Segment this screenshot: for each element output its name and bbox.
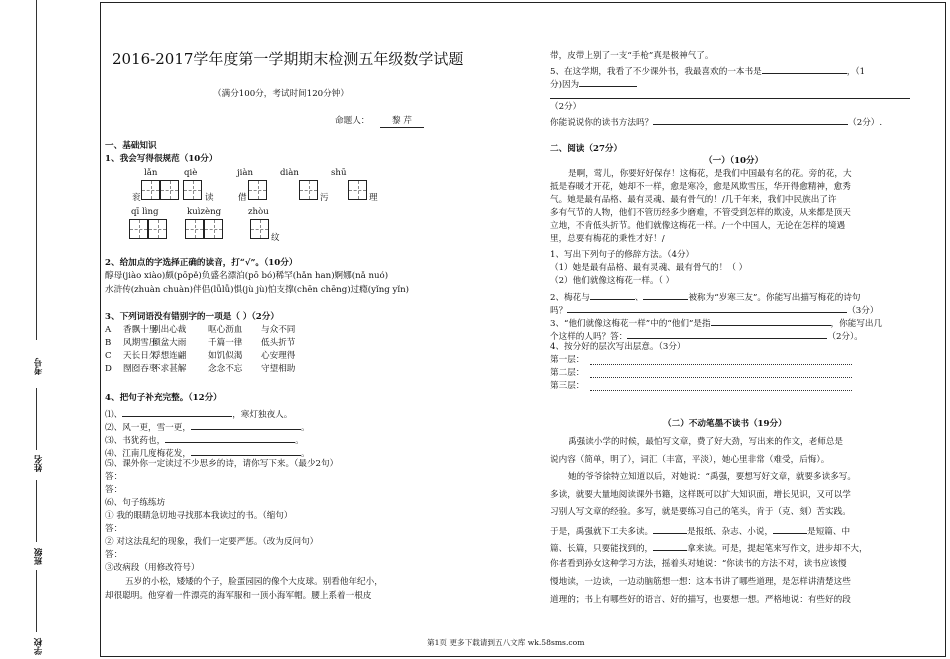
q4-item-1: ⑴、 ，寒灯独夜人。 xyxy=(105,406,292,421)
character: 污 xyxy=(320,193,329,203)
writing-box[interactable] xyxy=(204,219,223,239)
paragraph-line: 道理的；书上有哪些好的语言、好的描写，也要想一想。严格地说：有些好的段 xyxy=(550,595,851,605)
gutter-line xyxy=(36,480,37,542)
r1-q2: 2、梅花与 、 被称为“岁寒三友”。你能写出描写梅花的诗句 xyxy=(550,289,861,304)
option-word: 天长日久 xyxy=(123,351,158,361)
option-word: 囫囵吞枣 xyxy=(123,364,158,374)
character: 读 xyxy=(205,193,214,203)
paragraph-line: 气。她是最有品格、最有灵魂、最有骨气的！/几千年来，我们中民族出了许 xyxy=(550,195,837,205)
character: 理 xyxy=(369,193,378,203)
q4-item-4: ⑷、江南几度梅花发， 。 xyxy=(105,445,310,460)
writing-box[interactable] xyxy=(183,180,202,200)
q4-item-5: ⑸、课外你一定读过不少思乡的诗，请你写下来。（最少2句） xyxy=(105,459,339,469)
option-letter: C xyxy=(105,351,112,361)
writing-box[interactable] xyxy=(129,219,148,239)
paragraph-line: 五岁的小松，矮矮的个子，脸蛋园园的像个大皮球。别看他年纪小， xyxy=(125,577,383,587)
q4-6a: ① 我的眼睛急切地寻找那本我读过的书。（缩句） xyxy=(105,511,293,521)
gutter-line xyxy=(36,0,37,340)
r1-q3b: 个这样的人吗？答： （2分）。 xyxy=(550,328,863,343)
character: 纹 xyxy=(271,233,280,243)
writing-box[interactable] xyxy=(141,180,160,200)
writing-box[interactable] xyxy=(248,180,267,200)
binding-gutter xyxy=(0,0,100,659)
option-word: 如饥似渴 xyxy=(208,351,243,361)
r1-q3: 3、“他们就像这梅花一样”中的“他们”是指 ，你能写出几 xyxy=(550,315,882,330)
paragraph-line: 抵是春暖才开花，她却不一样，愈是寒冷，愈是风欺雪压，华开得愈精神，愈秀 xyxy=(550,182,851,192)
author-name: 黎 芹 xyxy=(380,115,424,128)
author-label: 命题人： xyxy=(335,116,370,126)
answer-line xyxy=(590,364,852,365)
r1-q2b: 吗？ （3分） xyxy=(550,302,878,317)
paragraph-line: 说内容（简单，明了），词汇（丰富，平淡），她心里非常（难受，后悔）。 xyxy=(550,455,830,465)
paragraph-line: 篇、长篇，只要能找到的， 拿来读。可是，提起笔来写作文，进步却不大， xyxy=(550,540,868,555)
option-word: 守望相助 xyxy=(261,364,296,374)
answer-label: 答： xyxy=(105,485,123,495)
paragraph-line: 于是，禹强就下工夫多读。 是报纸、杂志、小说， 是短篇、中 xyxy=(550,523,850,538)
school-label: 学校 xyxy=(33,638,43,655)
option-word: 念念不忘 xyxy=(208,364,243,374)
writing-box[interactable] xyxy=(348,180,367,200)
option-word: 别出心裁 xyxy=(152,325,187,335)
q4-item-2: ⑵、风一更，雪一更， 。 xyxy=(105,419,310,434)
option-letter: B xyxy=(105,338,112,348)
paragraph-line: 习别人写文章的经验。多写，就是要练习自己的笔头，肯于（克、刻）苦实践。 xyxy=(550,507,851,517)
paragraph-line: 多读，就要大量地阅读课外书籍，这样既可以扩大知识面，增长见识，又可以学 xyxy=(550,490,851,500)
paragraph-line: 带，皮带上别了一支“手枪”真是极神气了。 xyxy=(550,51,714,61)
answer-label: 答： xyxy=(105,472,123,482)
pinyin: qī lìng xyxy=(131,207,159,217)
option-letter: D xyxy=(105,364,112,374)
pinyin: lǎn xyxy=(144,168,158,178)
reading-1-title: （一）（10分） xyxy=(704,156,764,166)
q4-6b: ② 对这法乱纪的现象，我们一定要严惩。（改为反问句） xyxy=(105,537,319,547)
q5-reason: 分)因为 xyxy=(550,76,637,91)
layer-3-label: 第三层： xyxy=(550,381,585,391)
q1-title: 1、我会写得很规范（10分） xyxy=(105,154,218,164)
section-2-heading: 二、阅读（27分） xyxy=(550,144,623,154)
option-word: 呕心沥血 xyxy=(208,325,243,335)
pinyin: shū xyxy=(331,168,347,178)
q5-method: 你能说说你的读书方法吗？ （2分）. xyxy=(550,114,882,129)
paragraph-line: 慢地读，一边读，一边动脑筋想一想：这本书讲了哪些道理，是怎样讲清楚这些 xyxy=(550,577,851,587)
pinyin: zhòu xyxy=(248,207,269,217)
pinyin: kuìzèng xyxy=(187,207,222,217)
option-word: 风期雪压 xyxy=(123,338,158,348)
option-word: 低头折节 xyxy=(261,338,296,348)
reading-2-title: （二）不动笔墨不读书（19分） xyxy=(663,419,787,429)
q5-line: 5、在这学期，我看了不少课外书，我最喜欢的一本书是 ，（1 xyxy=(550,63,865,78)
writing-box[interactable] xyxy=(250,219,269,239)
paragraph-line: 立地，不肯低头折节。他们就像这梅花一样。/一个中国人，无论在怎样的境遇 xyxy=(550,221,846,231)
r1-q4: 4、按分好的层次写出层意。（3分） xyxy=(550,342,686,352)
gutter-line xyxy=(36,388,37,450)
answer-line xyxy=(550,98,910,99)
option-word: 香飘十里 xyxy=(123,325,158,335)
paragraph-line: 是啊，莺儿，你要好好保存！这梅花，是我们中国最有名的花。旁的花，大 xyxy=(568,169,852,179)
exam-title: 2016-2017学年度第一学期期末检测五年级数学试题 xyxy=(112,50,464,68)
r1-q1: 1、写出下列句子的修辞方法。（4分） xyxy=(550,250,695,260)
gutter-line xyxy=(36,570,37,632)
paragraph-line: 多有气节的人物，他们不管历经多少磨难，不管受到怎样的欺凌，从来都是顶天 xyxy=(550,208,851,218)
character: 衮 xyxy=(132,193,141,203)
answer-line xyxy=(590,377,852,378)
paragraph-line: 却很聪明。他穿着一件漂亮的海军服和一顶小海军帽。腰上系着一根皮 xyxy=(105,591,372,601)
pinyin: qiè xyxy=(184,168,198,178)
q4-item-6: ⑹、句子练练坊 xyxy=(105,498,166,508)
footer: 第1页 更多下载请到五八文库 wk.58sms.com xyxy=(427,638,585,647)
option-word: 浮想连翩 xyxy=(152,351,187,361)
class-label: 班级 xyxy=(33,548,43,565)
writing-box[interactable] xyxy=(148,219,167,239)
option-word: 不求甚解 xyxy=(152,364,187,374)
name-label: 姓名 xyxy=(33,455,43,472)
q4-title: 4、把句子补充完整。（12分） xyxy=(105,393,222,403)
option-letter: A xyxy=(105,325,112,335)
q4-6c: ③改病段（用修改符号） xyxy=(105,563,200,573)
paragraph-line: 里，总要有梅花的秉性才好！/ xyxy=(550,234,665,244)
pinyin: jiàn xyxy=(237,168,254,178)
section-1-heading: 一、基础知识 xyxy=(105,141,157,151)
paragraph-line: 她的爷爷徐特立知道以后，对她说：“禹强，要想写好文章，就要多读多写。 xyxy=(568,472,856,482)
option-word: 千篇一律 xyxy=(208,338,243,348)
paragraph-line: 你者看到孙女这种学习方法，摇着头对她说：“你读书的方法不对，读书应该慢 xyxy=(550,559,847,569)
writing-box[interactable] xyxy=(160,180,179,200)
exam-subtitle: （满分100分，考试时间120分钟） xyxy=(213,89,349,99)
q3-title: 3、下列词语没有错别字的一项是（ ）（2分） xyxy=(105,312,279,322)
option-word: 心安理得 xyxy=(261,351,296,361)
option-word: 倾盆大雨 xyxy=(152,338,187,348)
answer-label: 答： xyxy=(105,524,123,534)
r1-q1b: （2）他们就像这梅花一样。（ ） xyxy=(550,276,675,286)
q4-item-3: ⑶、书犹药也， 。 xyxy=(105,432,304,447)
layer-2-label: 第二层： xyxy=(550,368,585,378)
answer-label: 答： xyxy=(105,550,123,560)
answer-line xyxy=(590,390,852,391)
option-word: 与众不同 xyxy=(261,325,296,335)
exam-number-label: 考号 xyxy=(33,358,43,375)
q2-line-2: 水浒传(zhuàn chuàn)伴侣(lǚlǚ)惧(jù jù)怕支撑(chēn chēng)过瘾(yǐng yǐn) xyxy=(105,285,409,295)
score-label: （2分） xyxy=(550,102,582,112)
writing-box[interactable] xyxy=(185,219,204,239)
pinyin: diàn xyxy=(280,168,299,178)
character: 借 xyxy=(238,193,247,203)
q2-line-1: 醇母(jiào xiào)颇(pōpě)负盛名漂泊(pō bó)稀罕(hǎn han)婀娜(nǎ nuó) xyxy=(105,271,389,281)
layer-1-label: 第一层： xyxy=(550,355,585,365)
r1-q1a: （1）她是最有品格、最有灵魂、最有骨气的！（ ） xyxy=(550,263,748,273)
writing-box[interactable] xyxy=(299,180,318,200)
paragraph-line: 禹强读小学的时候，最怕写文章，费了好大劲，写出来的作文，老师总是 xyxy=(568,437,844,447)
q2-title: 2、给加点的字选择正确的读音，打“√”。（10分） xyxy=(105,258,298,268)
